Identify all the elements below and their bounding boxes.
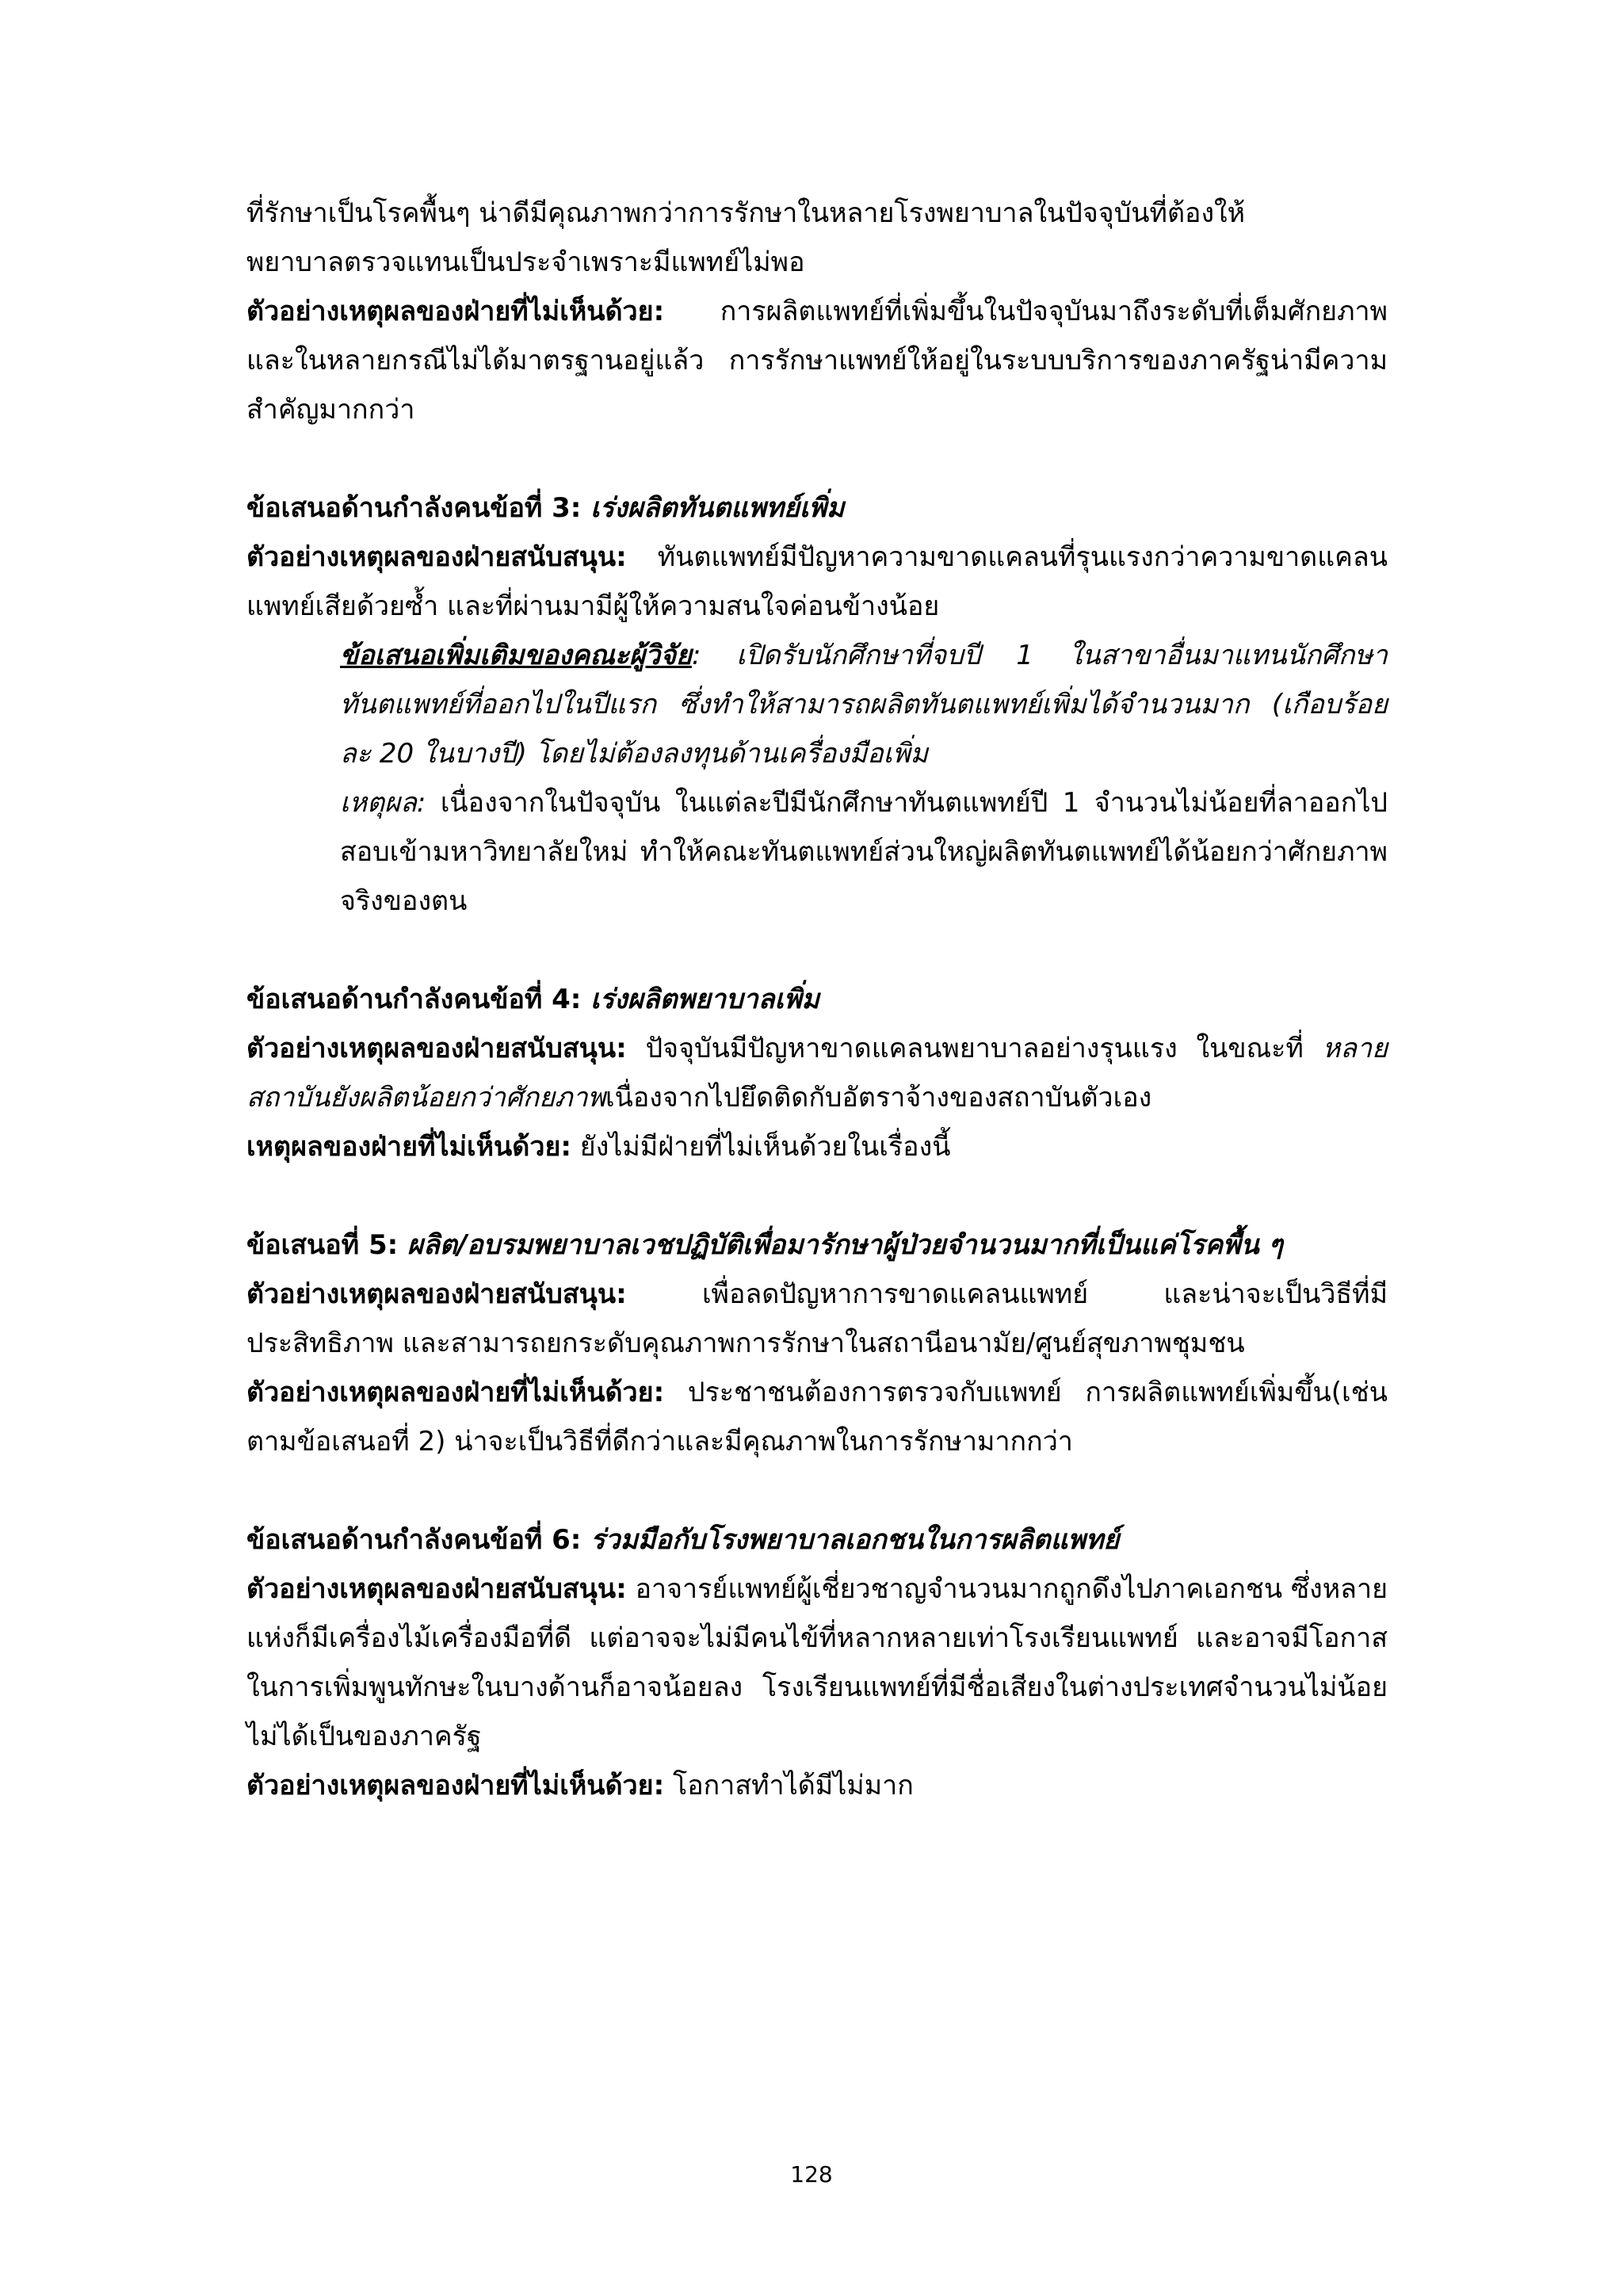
proposal-4-title [246, 975, 1388, 1024]
proposal-3-support [246, 533, 1388, 631]
oppose-label: เหตุผลของฝ่ายที่ไม่เห็นด้วย: [246, 1131, 571, 1163]
oppose-label: ตัวอย่างเหตุผลของฝ่ายที่ไม่เห็นด้วย: [246, 1377, 665, 1408]
proposal-5-oppose [246, 1368, 1388, 1466]
proposal-5-support [246, 1270, 1388, 1368]
support-text: อาจารย์แพทย์ผู้เชี่ยวชาญจำนวนมากถูกดึงไปภาคเอกชน ซึ่งหลายแห่งก็มีเครื่องไม้เครื่องมือที่ดี แต่อาจจะไม่มีคนไข้ที่หลากหลายเท่าโรงเรียนแพทย์ และอาจมีโอกาสในการเพิ่มพูนทักษะในบางด้านก็อาจน้อยลง โรงเรียนแพทย์ที่มีชื่อเสียงในต่างประเทศจำนวนไม่น้อยไม่ได้เป็นของภาครัฐ [246, 1573, 1388, 1752]
proposal-5-topic: ผลิต/อบรมพยาบาลเวชปฏิบัติเพื่อมารักษาผู้ป่วยจำนวนมากที่เป็นแค่โรคพื้น ๆ [407, 1229, 1283, 1261]
oppose-text: ประชาชนต้องการตรวจกับแพทย์ การผลิตแพทย์เพิ่มขึ้น(เช่นตามข้อเสนอที่ 2) น่าจะเป็นวิธีที่ดีกว่าและมีคุณภาพในการรักษามากกว่า [246, 1377, 1388, 1457]
proposal-4-prefix: ข้อเสนอด้านกำลังคนข้อที่ 4: [246, 984, 582, 1015]
proposal-3-topic: เร่งผลิตทันตแพทย์เพิ่ม [590, 492, 845, 524]
support-text: ทันตแพทย์มีปัญหาความขาดแคลนที่รุนแรงกว่าความขาดแคลนแพทย์เสียด้วยซ้ำ และที่ผ่านมามีผู้ให้ความสนใจค่อนข้างน้อย [246, 541, 1388, 622]
support-text: ปัจจุบันมีปัญหาขาดแคลนพยาบาลอย่างรุนแรง ในขณะที่ [645, 1033, 1304, 1064]
reason-text: เนื่องจากในปัจจุบัน ในแต่ละปีมีนักศึกษาทันตแพทย์ปี 1 จำนวนไม่น้อยที่ลาออกไปสอบเข้ามหาวิทยาลัยใหม่ ทำให้คณะทันตแพทย์ส่วนใหญ่ผลิตทันตแพทย์ได้น้อยกว่าศักยภาพจริงของตน [340, 787, 1388, 917]
oppose-text: การผลิตแพทย์ที่เพิ่มขึ้นในปัจจุบันมาถึงระดับที่เต็มศักยภาพและในหลายกรณีไม่ได้มาตรฐานอยู่แล้ว การรักษาแพทย์ให้อยู่ในระบบบริการของภาครัฐน่ามีความสำคัญมากกว่า [246, 296, 1388, 426]
intro-line-1: ที่รักษาเป็นโรคพื้นๆ น่าดีมีคุณภาพกว่าการรักษาในหลายโรงพยาบาลในปัจจุบันที่ต้องให้ [246, 197, 1246, 229]
intro-line-2: พยาบาลตรวจแทนเป็นประจำเพราะมีแพทย์ไม่พอ [246, 246, 805, 278]
oppose-text: ยังไม่มีฝ่ายที่ไม่เห็นด้วยในเรื่องนี้ [579, 1131, 951, 1163]
page-number: 128 [790, 2161, 833, 2187]
support-label: ตัวอย่างเหตุผลของฝ่ายสนับสนุน: [246, 1278, 627, 1310]
proposal-4-support [246, 1024, 1388, 1122]
proposal-6-support [246, 1564, 1388, 1761]
proposal-5-prefix: ข้อเสนอที่ 5: [246, 1229, 399, 1261]
support-text-cont: เนื่องจากไปยึดติดกับอัตราจ้างของสถาบันตัวเอง [605, 1082, 1152, 1114]
proposal-6-oppose [246, 1761, 1388, 1810]
proposal-4-topic: เร่งผลิตพยาบาลเพิ่ม [590, 984, 819, 1015]
proposal-6-prefix: ข้อเสนอด้านกำลังคนข้อที่ 6: [246, 1524, 582, 1556]
proposal-4-oppose [246, 1122, 1388, 1171]
oppose-label: ตัวอย่างเหตุผลของฝ่ายที่ไม่เห็นด้วย: [246, 296, 665, 327]
support-label: ตัวอย่างเหตุผลของฝ่ายสนับสนุน: [246, 1573, 627, 1605]
support-text: เพื่อลดปัญหาการขาดแคลนแพทย์ และน่าจะเป็นวิธีที่มีประสิทธิภาพ และสามารถยกระดับคุณภาพการรักษาในสถานีอนามัย/ศูนย์สุขภาพชุมชน [246, 1278, 1388, 1359]
proposal-3-prefix: ข้อเสนอด้านกำลังคนข้อที่ 3: [246, 492, 582, 524]
extra-label: ข้อเสนอเพิ่มเติมของคณะผู้วิจัย [340, 640, 692, 671]
intro-paragraph [246, 189, 1388, 287]
support-label: ตัวอย่างเหตุผลของฝ่ายสนับสนุน: [246, 541, 627, 573]
reason-label: เหตุผล: [340, 787, 426, 819]
support-italic-text: หลายสถาบันยังผลิตน้อยกว่าศักยภาพ [246, 1033, 1388, 1114]
proposal-6-title [246, 1515, 1388, 1564]
oppose-label: ตัวอย่างเหตุผลของฝ่ายที่ไม่เห็นด้วย: [246, 1770, 665, 1801]
document-body [246, 189, 1388, 1810]
proposal-3-title [246, 483, 1388, 533]
extra-text: : เปิดรับนักศึกษาที่จบปี 1 ในสาขาอื่นมาแทนนักศึกษาทันตแพทย์ที่ออกไปในปีแรก ซึ่งทำให้สามารถผลิตทันตแพทย์เพิ่มได้จำนวนมาก (เกือบร้อยละ 20 ในบางปี) โดยไม่ต้องลงทุนด้านเครื่องมือเพิ่ม [340, 640, 1388, 770]
proposal-6-topic: ร่วมมือกับโรงพยาบาลเอกชนในการผลิตแพทย์ [590, 1524, 1120, 1556]
intro-oppose [246, 287, 1388, 434]
support-label: ตัวอย่างเหตุผลของฝ่ายสนับสนุน: [246, 1033, 627, 1064]
proposal-5-title [246, 1221, 1388, 1270]
proposal-3-extra [246, 631, 1388, 778]
proposal-3-reason [246, 778, 1388, 926]
oppose-text: โอกาสทำได้มีไม่มาก [672, 1770, 914, 1801]
